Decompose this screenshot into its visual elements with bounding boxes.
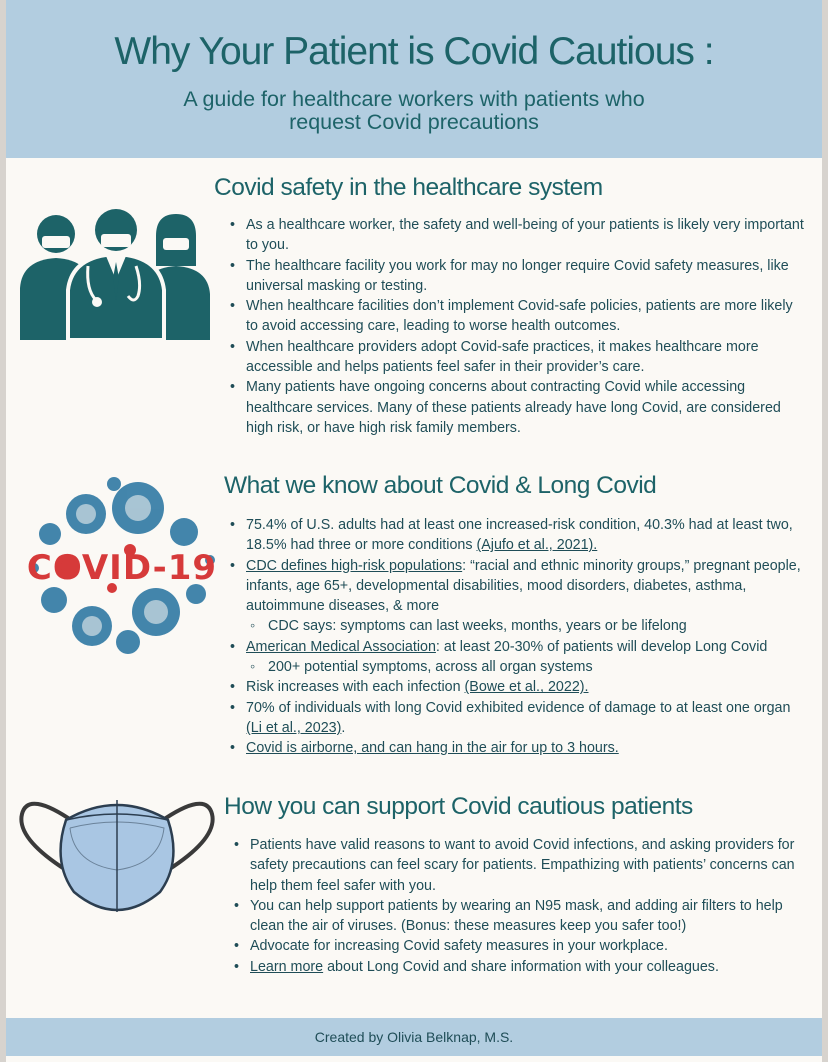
learn-more-link[interactable]: Learn more [250,958,324,975]
know-bullet-list [228,515,808,759]
know-bullet-4 [228,677,808,697]
know-subbullet-symptoms: ◦ 200+ potential symptoms, across all organ systems [228,657,808,677]
infographic-page [6,0,822,1062]
n95-mask-icon [14,792,220,918]
page-subtitle [6,88,822,134]
safety-bullet-3: • When healthcare facilities don’t implement Covid-safe policies, patients are more likely to avoid accessing care, leading to worse health outcomes. [228,296,808,337]
healthcare-workers-icon [16,200,216,340]
page-title: Why Your Patient is Covid Cautious : [114,30,714,73]
know-bullet-5 [228,698,808,739]
airborne-link[interactable]: Covid is airborne, and can hang in the air for up to 3 hours. [246,740,619,757]
know-bullet-2 [228,556,808,617]
support-bullet-2: • You can help support patients by wearing an N95 mask, and adding air filters to help clean the air of viruses. (Bonus: these measures keep you safer too!) [232,896,808,937]
know-bullet-5-text: 70% of individuals with long Covid exhibited evidence of damage to at least one organ [246,699,791,716]
section-heading-safety: Covid safety in the healthcare system [214,174,603,201]
subtitle-line-2: request Covid precautions [289,110,539,134]
safety-bullet-4: • When healthcare providers adopt Covid-safe practices, it makes healthcare more accessible and helps patients feel safer in their provider’s care. [228,337,808,378]
li-citation-link[interactable]: (Li et al., 2023) [246,719,342,736]
author-credit: Created by Olivia Belknap, M.S. [314,1029,514,1045]
virus-icon [24,476,220,662]
know-bullet-2-text: : “racial and ethnic minority groups,” pregnant people, infants, age 65+, developmental disabilities, mood disorders, diabetes, asthma, autoimmune diseases, & more [246,557,801,615]
support-bullet-4-text: about Long Covid and share information with your colleagues. [323,958,719,975]
footer-banner [6,1018,822,1056]
ajufo-citation-link[interactable]: (Ajufo et al., 2021). [476,537,598,554]
subtitle-line-1: A guide for healthcare workers with patients who [183,87,645,111]
know-subbullet-cdc: ◦ CDC says: symptoms can last weeks, months, years or be lifelong [228,616,808,636]
know-bullet-3-text: : at least 20-30% of patients will develop Long Covid [435,638,768,655]
safety-bullet-5: • Many patients have ongoing concerns about contracting Covid while accessing healthcare services. Many of these patients already have long Covid, are considered high risk, or have high risk family members. [228,377,808,438]
bowe-citation-link[interactable]: (Bowe et al., 2022). [464,679,589,696]
cdc-high-risk-link[interactable]: CDC defines high-risk populations [246,557,463,574]
know-bullet-1-text: 75.4% of U.S. adults had at least one increased-risk condition, 40.3% had at least two, 18.5% had three or more conditions [246,517,793,554]
know-bullet-5-end: . [341,719,346,736]
header-banner [6,0,822,158]
support-bullet-3: • Advocate for increasing Covid safety measures in your workplace. [232,936,808,956]
know-bullet-1 [228,515,808,556]
know-bullet-3 [228,637,808,657]
safety-bullet-1: • As a healthcare worker, the safety and well-being of your patients is likely very important to you. [228,215,808,256]
support-bullet-list [232,835,808,977]
ama-link[interactable]: American Medical Association [246,638,436,655]
support-bullet-4 [232,957,808,977]
covid-19-logo: COVID-19 [26,548,218,588]
section-heading-know: What we know about Covid & Long Covid [224,472,657,499]
know-bullet-6 [228,738,808,758]
safety-bullet-list [228,215,808,438]
support-bullet-1: • Patients have valid reasons to want to avoid Covid infections, and asking providers for safety precautions can feel scary for patients. Empathizing with patients’ concerns can help them feel safer with you. [232,835,808,896]
safety-bullet-2: • The healthcare facility you work for may no longer require Covid safety measures, like universal masking or testing. [228,256,808,297]
section-heading-support: How you can support Covid cautious patients [224,793,693,820]
know-bullet-4-text: Risk increases with each infection [246,679,465,696]
